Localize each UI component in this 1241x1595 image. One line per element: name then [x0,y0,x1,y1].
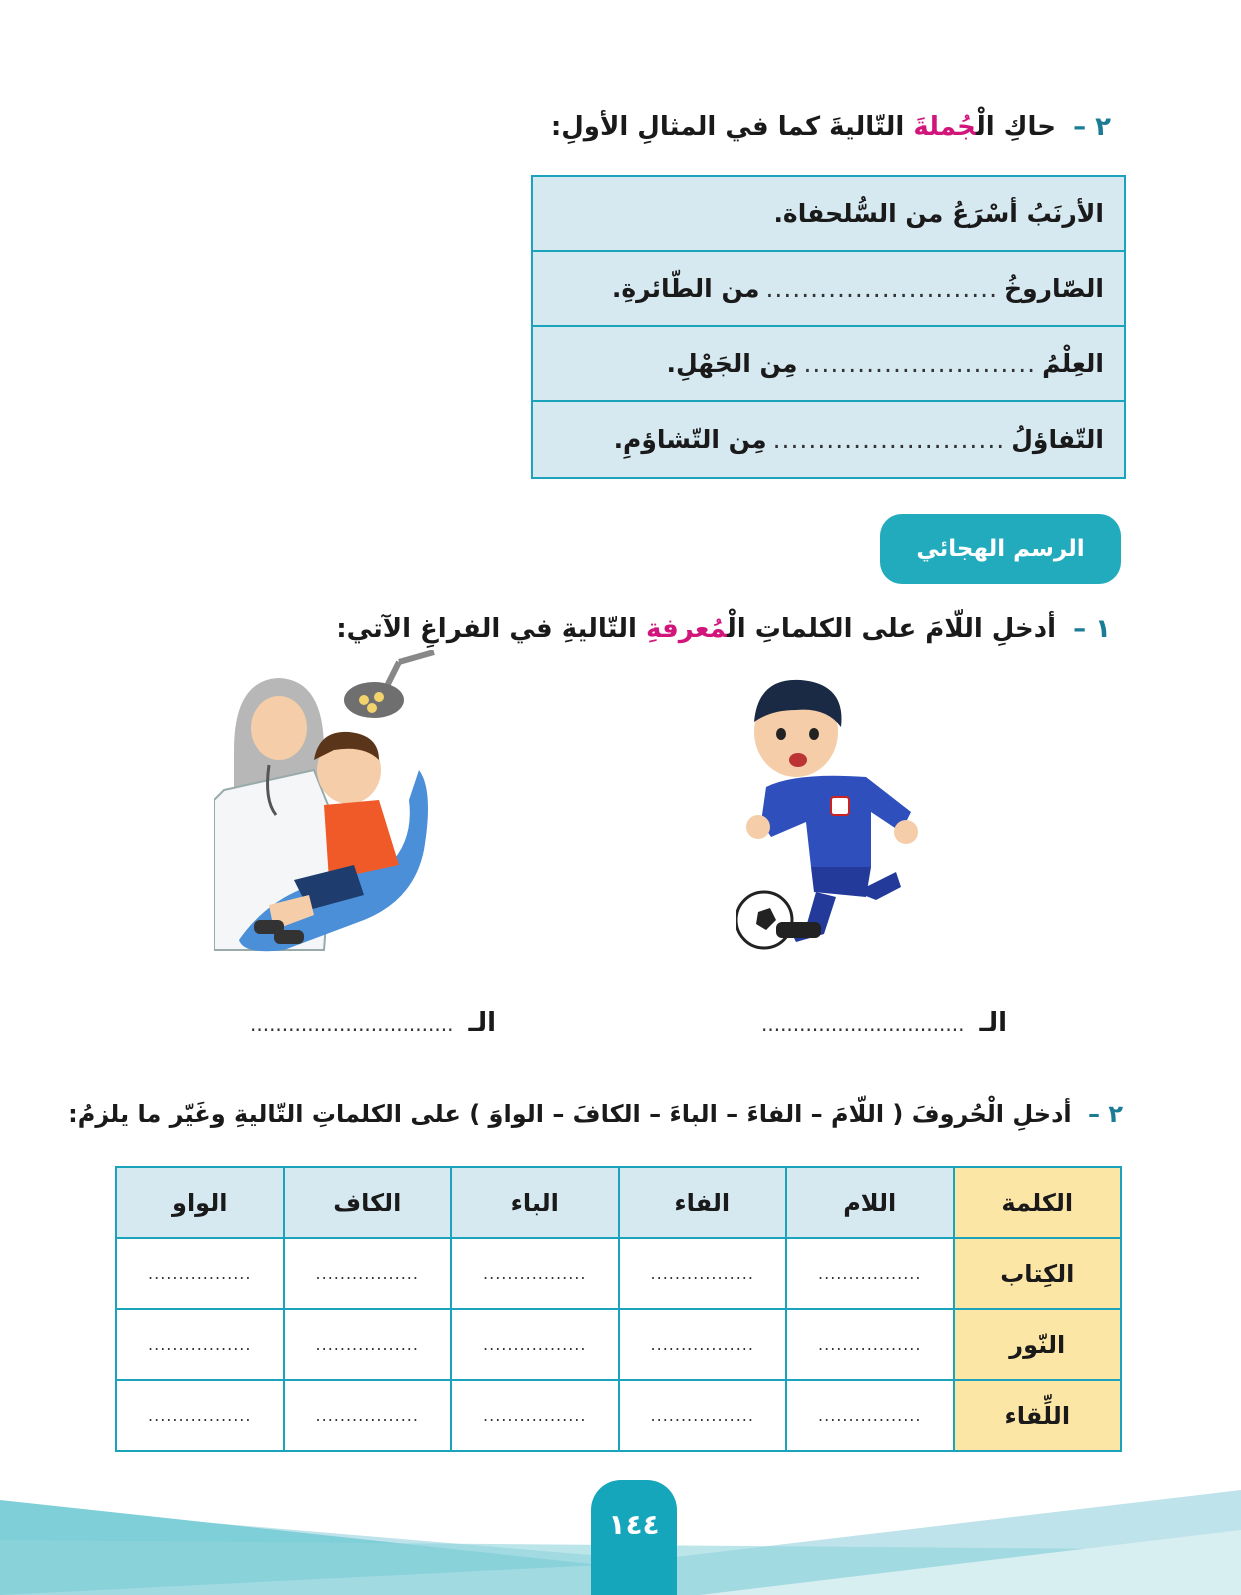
exercise-title-part-3: التّاليةِ في الفراغِ الآتي: [336,614,646,644]
word-cell: الكِتاب [954,1238,1122,1309]
section-title-pill [880,514,1121,584]
sentence-start: العِلْمُ [1042,349,1104,378]
word-cell: اللِّقاء [954,1380,1122,1451]
sentence-row [533,402,1124,477]
answer-cell[interactable]: ................. [116,1238,284,1309]
answer-cell[interactable]: ................. [619,1309,787,1380]
fill-blank[interactable]: .......................... [772,425,1006,454]
column-header: الكلمة [954,1167,1122,1238]
fill-blank[interactable]: ................................ [761,1012,965,1036]
answer-cell[interactable]: ................. [284,1238,452,1309]
page-number-tab [591,1480,677,1595]
letters-table [115,1166,1122,1452]
column-header: الواو [116,1167,284,1238]
word-cell: النّور [954,1309,1122,1380]
fill-blank[interactable]: .......................... [765,274,999,303]
exercise-title-part-2: جُملةَ [913,112,976,142]
column-header: الفاء [619,1167,787,1238]
section-title: الرسم الهجائي [916,536,1085,562]
spelling-1-heading [336,614,1111,644]
answer-cell[interactable]: ................. [786,1309,954,1380]
al-line-left [244,1008,496,1038]
sentence-row [533,252,1124,327]
sentence-row [533,327,1124,402]
answer-cell[interactable]: ................. [116,1380,284,1451]
sentence-end: مِن الجَهْلِ. [666,349,798,378]
sentence-row [533,177,1124,252]
fill-blank[interactable]: .......................... [803,349,1037,378]
exercise-title-part-3: التّاليةَ كما في المثالِ الأولِ: [550,112,914,142]
answer-cell[interactable]: ................. [451,1309,619,1380]
answer-cell[interactable]: ................. [786,1380,954,1451]
sentence-start: الصّاروخُ [1004,274,1104,303]
al-prefix: الـ [468,1008,497,1038]
table-header-row [116,1167,1121,1238]
fill-blank[interactable]: ................................ [250,1012,454,1036]
exercise-title: أدخلِ الْحُروفَ ( اللّامَ – الفاءَ – الباءَ – الكافَ – الواوَ ) على الكلماتِ التّاليةِ وغَيّر ما يلزمُ: [68,1100,1072,1128]
exercise-number: ٢ – [1087,1100,1123,1128]
sentence-start: التّفاؤلُ [1011,425,1104,454]
football-player-illustration [736,672,936,972]
page-number: ١٤٤ [608,1508,660,1541]
exercise-number: ٢ – [1073,112,1111,142]
sentence-end: مِن التّشاؤمِ. [613,425,767,454]
answer-cell[interactable]: ................. [451,1380,619,1451]
table-row [116,1238,1121,1309]
exercise-number: ١ – [1073,614,1111,644]
sentence-end: من الطّائرةِ. [611,274,760,303]
column-header: الكاف [284,1167,452,1238]
answer-cell[interactable]: ................. [619,1380,787,1451]
column-header: الباء [451,1167,619,1238]
al-prefix: الـ [979,1008,1008,1038]
spelling-2-heading [68,1100,1123,1128]
table-row [116,1380,1121,1451]
answer-cell[interactable]: ................. [284,1309,452,1380]
dentist-illustration [214,650,439,970]
sentence-example: الأرنَبُ أسْرَعُ من السُّلحفاة. [773,199,1104,228]
column-header: اللام [786,1167,954,1238]
answer-cell[interactable]: ................. [619,1238,787,1309]
answer-cell[interactable]: ................. [451,1238,619,1309]
exercise-title-part-1: أدخلِ اللّامَ على الكلماتِ الْ [727,614,1056,644]
exercise-title-part-1: حاكِ الْ [975,112,1056,142]
exercise-2-heading [551,112,1111,142]
answer-cell[interactable]: ................. [786,1238,954,1309]
answer-cell[interactable]: ................. [116,1309,284,1380]
answer-cell[interactable]: ................. [284,1380,452,1451]
sentence-table [531,175,1126,479]
exercise-title-part-2: مُعرفةِ [645,614,728,644]
al-line-right [755,1008,1007,1038]
table-row [116,1309,1121,1380]
